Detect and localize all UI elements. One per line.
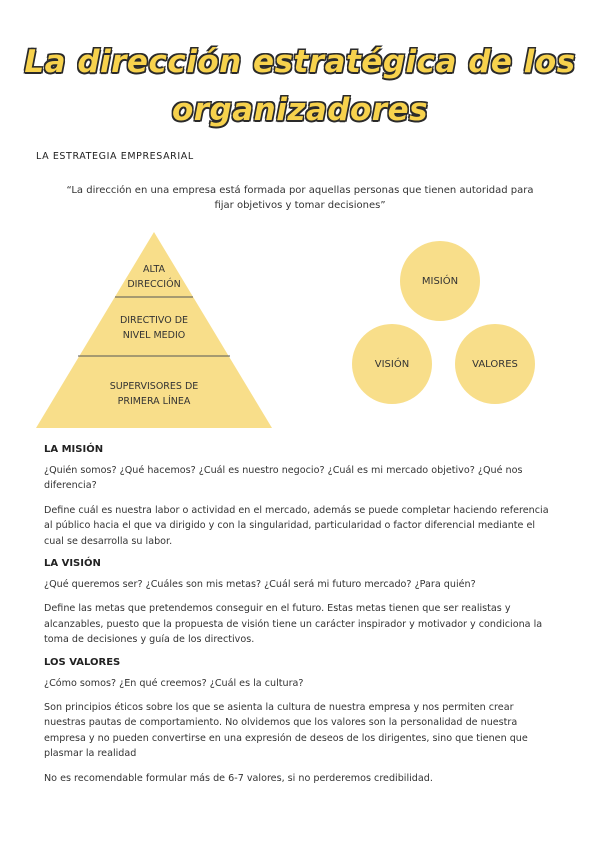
pyramid-level-middle: DIRECTIVO DE NIVEL MEDIO <box>119 315 189 341</box>
circle-valores-label: VALORES <box>472 358 518 370</box>
section-paragraph: No es recomendable formular más de 6-7 valores, si no perderemos credibilidad. <box>44 772 433 784</box>
section-paragraph: ¿Qué queremos ser? ¿Cuáles son mis metas? ¿Cuál será mi futuro mercado? ¿Para quién? <box>44 579 476 591</box>
section-label: LA ESTRATEGIA EMPRESARIAL <box>36 151 194 162</box>
page-title <box>0 38 600 134</box>
circle-mision <box>400 241 480 321</box>
circle-vision <box>352 324 432 404</box>
circle-valores <box>455 324 535 404</box>
section-paragraph: Son principios éticos sobre los que se asienta la cultura de nuestra empresa y nos permiten crear nuestras pautas de comportamiento. No olvidemos que los valores son la personalidad de nuestra empresa y no pueden convertirse en una expresión de deseos de los dirigentes, sino que tienen que plasmar la realidad <box>44 702 528 760</box>
section-heading: LA MISIÓN <box>44 444 104 455</box>
title-line-2: organizadores <box>171 92 429 128</box>
section-valores <box>44 657 556 786</box>
pyramid-diagram <box>36 232 272 428</box>
pyramid-level-bottom: SUPERVISORES DE PRIMERA LÍNEA <box>109 381 199 407</box>
section-heading: LA VISIÓN <box>44 558 101 570</box>
section-heading: LOS VALORES <box>44 656 121 668</box>
section-vision <box>44 558 556 648</box>
title-line-1: La dirección estratégica de los <box>24 44 576 80</box>
pyramid-level-top: ALTA DIRECCIÓN <box>127 264 181 290</box>
section-mision <box>44 444 556 549</box>
section-paragraph: Define cuál es nuestra labor o actividad en el mercado, además se puede completar haciendo referencia al público hacia el que va dirigido y con la singularidad, particularidad o factor diferencial mediante el cual se desarrolla su labor. <box>44 504 549 547</box>
quote: “La dirección en una empresa está formada por aquellas personas que tienen autoridad para fijar objetivos y tomar decisiones” <box>66 185 534 211</box>
section-paragraph: ¿Quién somos? ¿Qué hacemos? ¿Cuál es nuestro negocio? ¿Cuál es mi mercado objetivo? ¿Qué nos diferencia? <box>44 465 523 492</box>
section-paragraph: Define las metas que pretendemos conseguir en el futuro. Estas metas tienen que ser realistas y alcanzables, puesto que la propuesta de visión tiene un carácter inspirador y motivador y condiciona la toma de decisiones y guía de los directivos. <box>44 603 543 646</box>
section-paragraph: ¿Cómo somos? ¿En qué creemos? ¿Cuál es la cultura? <box>44 677 304 689</box>
circle-mision-label: MISIÓN <box>421 275 459 287</box>
content-body <box>44 444 556 795</box>
circle-vision-label: VISIÓN <box>374 358 410 370</box>
